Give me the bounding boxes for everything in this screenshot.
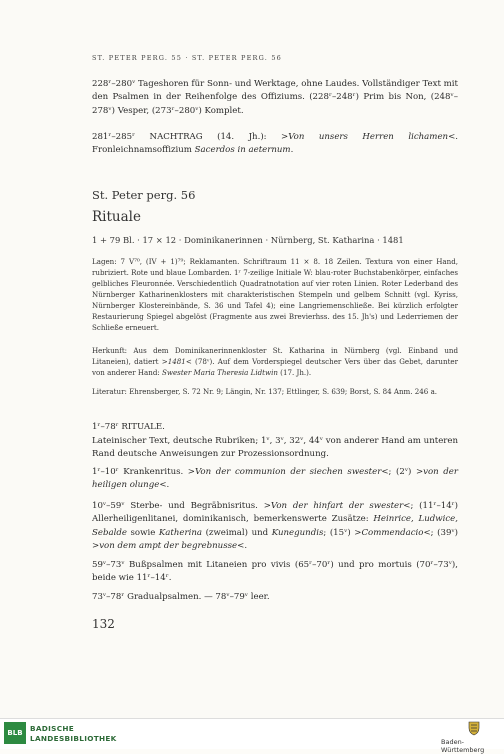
nachtrag-mid: <. Fronleichnamsoffizium [92, 132, 458, 156]
entry-gradualpsalmen: 73ᵛ–78ʳ Gradualpsalmen. — 78ᵛ–79ᵛ leer. [92, 592, 270, 602]
krankenritus-end: <. [159, 480, 170, 491]
krankenritus-incipit: Von der communion der siechen swester [195, 467, 382, 477]
codicological-summary: 1 + 79 Bl. · 17 × 12 · Dominikanerinnen · Nürnberg, St. Katharina · 1481 [92, 235, 404, 245]
entry-nachtrag [92, 131, 458, 158]
sterberitus-b: <; (11ʳ–14ʳ) Allerheiligenlitanei, dominikanisch, bemerkenswerte Zusätze: [92, 501, 459, 525]
sterberitus-a: 10ᵛ–59ᵛ Sterbe- und Begräbnisritus. > [92, 501, 271, 511]
coat-of-arms-icon [466, 720, 482, 736]
contents-note: Lateinischer Text, deutsche Rubriken; 1ᵛ, 3ᵛ, 32ᵛ, 44ᵛ von anderer Hand am unteren Rand deutsche Anweisungen zur Prozessionsordnung. [92, 436, 459, 460]
sterberitus-kunegundis: Kunegundis [271, 527, 324, 538]
krankenritus-olunge: von der heiligen olunge [92, 467, 458, 491]
blb-logo-icon[interactable]: BLB [4, 722, 26, 744]
sterberitus-saints: Heinrice, Ludwice, Sebalde [92, 514, 458, 538]
nachtrag-office: Sacerdos in aeternum [194, 145, 291, 156]
entry-busspsalmen: 59ᵛ–73ᵛ Bußpsalmen mit Litaneien pro vivis (65ʳ–70ʳ) und pro mortuis (70ʳ–73ᵛ), beide wie 11ʳ–14ʳ. [92, 560, 458, 584]
nachtrag-end: . [290, 145, 294, 156]
krankenritus-mid: <; (2ᵛ) > [381, 467, 424, 477]
library-name-line1: BADISCHE [30, 724, 75, 733]
provenance-mid: < (78ᵛ). Auf dem Vorderspiegel deutscher Vers über das Gebet, darunter von anderer Hand: [92, 357, 459, 377]
page-number: 132 [92, 617, 115, 631]
provenance [92, 345, 458, 378]
krankenritus-prefix: 1ʳ–10ʳ Krankenritus. > [92, 467, 196, 477]
footer-bar [0, 718, 504, 754]
sterberitus-begrebnusse: von dem ampt der begrebnusse [99, 540, 238, 551]
running-head: ST. PETER PERG. 55 · ST. PETER PERG. 56 [92, 54, 282, 62]
literature: Literatur: Ehrensberger, S. 72 Nr. 9; Längin, Nr. 137; Ettlinger, S. 639; Borst, S. 84 Anm. 246 a. [92, 387, 438, 396]
entry-sterberitus [92, 500, 458, 553]
entry-tageshoren: 228ʳ–280ᵛ Tageshoren für Sonn- und Werktage, ohne Laudes. Vollständiger Text mit den Psalmen in der Reihenfolge des Offiziums. (228ʳ–248ʳ) Prim bis Non, (248ᵛ–278ᵛ) Vesper, (273ʳ–280ᵛ) Komplet. [92, 79, 458, 116]
sterberitus-commendacio: Commendacio [361, 527, 424, 538]
entry-krankenritus [92, 466, 458, 493]
library-name-line2: LANDESBIBLIOTHEK [30, 734, 117, 743]
manuscript-title: Rituale [92, 209, 141, 225]
nachtrag-incipit: Von unsers Herren lichamen [288, 132, 449, 142]
sterberitus-c: sowie [126, 527, 159, 538]
shelfmark-heading: St. Peter perg. 56 [92, 188, 196, 202]
sterberitus-katherina: Katherina [158, 527, 202, 538]
physical-description: Lagen: 7 V⁷⁰, (IV + 1)⁷⁹; Reklamanten. Schriftraum 11 × 8. 18 Zeilen. Textura von einer Hand, rubriziert. Rote und blaue Lombarden. 1ʳ 7-zeilige Initiale W: blau-roter Buchstabenkörper, einfaches gelbliches Fleuronnée. Verschiedentlich Quadratnotation auf vier roten Linien. Roter Lederband des Nürnberger Katharinenklosters mit charakteristischen Stempeln und gelbem Schnitt (vgl. Kyriss, Nürnberger Klostereinbände, S. 36 und Tafel 4); eine Langriemenschließe. Bei kürzlich erfolgter Restaurierung Spiegel abgelöst (Fragmente aus zwei Brevierhss. des 15. Jh's) und Lederriemen der Schließe erneuert. [92, 257, 458, 332]
provenance-date: 1481 [167, 357, 186, 366]
state-label: Baden-Württemberg [441, 738, 485, 754]
contents-heading: 1ʳ–78ʳ RITUALE. [92, 422, 165, 432]
sterberitus-e: ; (15ᵛ) > [323, 527, 362, 538]
provenance-owner: Swester Maria Theresia Lidtwin [162, 368, 278, 377]
library-name[interactable] [30, 724, 117, 744]
sterberitus-incipit: Von der hinfart der swester [270, 501, 404, 511]
provenance-prefix: Herkunft: Aus dem Dominikanerinnenkloster St. Katharina in Nürnberg (vgl. Einband und Litaneien), datiert > [92, 346, 458, 366]
sterberitus-g: <. [237, 540, 248, 551]
sterberitus-f: <; (39ᵛ) > [92, 527, 458, 551]
provenance-end: (17. Jh.). [277, 368, 312, 377]
nachtrag-prefix: 281ʳ–285ʳ NACHTRAG (14. Jh.): > [92, 132, 289, 142]
sterberitus-d: (zweimal) und [202, 527, 272, 538]
